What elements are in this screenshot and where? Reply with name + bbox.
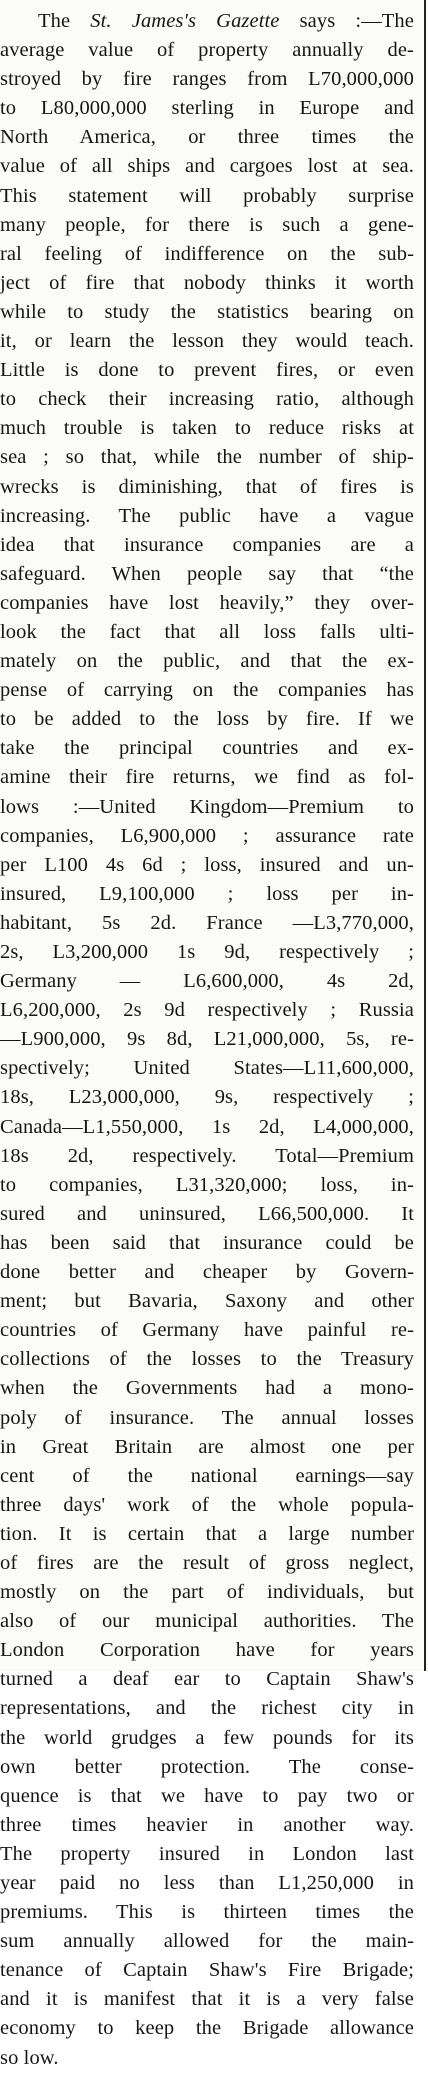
article-line: The property insured in London last [0, 1842, 414, 1865]
article-line: companies have lost heavily,” they over- [0, 591, 414, 614]
line-opening-rest: says :—The [279, 10, 414, 32]
article-line: own better protection. The conse- [0, 1755, 414, 1778]
article-line: amine their fire returns, we find as fol- [0, 766, 414, 789]
article-line: per L100 4s 6d ; loss, insured and un- [0, 853, 414, 876]
article-line: spectively; United States—L11,600,000, [0, 1057, 414, 1080]
article-line: companies, L6,900,000 ; assurance rate [0, 824, 414, 847]
article-line: year paid no less than L1,250,000 in [0, 1872, 414, 1894]
article-line: economy to keep the Brigade allowance [0, 2017, 414, 2040]
article-line: Little is done to prevent fires, or even [0, 359, 414, 382]
article-line: 2s, L3,200,000 1s 9d, respectively ; [0, 941, 414, 963]
article-line: premiums. This is thirteen times the [0, 1901, 414, 1924]
article-line: quence is that we have to pay two or [0, 1784, 414, 1807]
article-line: wrecks is diminishing, that of fires is [0, 475, 414, 498]
article-line: done better and cheaper by Govern- [0, 1261, 414, 1284]
article-line: value of all ships and cargoes lost at sea. [0, 155, 414, 178]
article-line: collections of the losses to the Treasury [0, 1348, 414, 1371]
article-line: much trouble is taken to reduce risks at [0, 417, 414, 440]
article-line: sum annually allowed for the main- [0, 1930, 414, 1953]
article-line: L6,200,000, 2s 9d respectively ; Russia [0, 999, 414, 1022]
article-line: tenance of Captain Shaw's Fire Brigade; [0, 1959, 414, 1982]
article-line: of fires are the result of gross neglect, [0, 1551, 414, 1574]
article-line: ral feeling of indifference on the sub- [0, 242, 414, 265]
article-line: average value of property annually de- [0, 39, 414, 62]
article-line: insured, L9,100,000 ; loss per in- [0, 882, 414, 905]
article-line: 18s, L23,000,000, 9s, respectively ; [0, 1086, 414, 1109]
article-line: habitant, 5s 2d. France —L3,770,000, [0, 911, 414, 934]
article-line: to L80,000,000 sterling in Europe and [0, 97, 414, 120]
article-line: Germany — L6,600,000, 4s 2d, [0, 970, 414, 993]
article-line: the world grudges a few pounds for its [0, 1726, 414, 1749]
article-line: look the fact that all loss falls ulti- [0, 620, 414, 643]
article-line: mately on the public, and that the ex- [0, 650, 414, 673]
article-line: to check their increasing ratio, although [0, 388, 414, 411]
article-line: and it is manifest that it is a very false [0, 1988, 414, 2011]
article-line: tion. It is certain that a large number [0, 1522, 414, 1545]
article-line: safeguard. When people say that “the [0, 562, 414, 585]
article-line: London Corporation have for years [0, 1639, 414, 1662]
article-line: Canada—L1,550,000, 1s 2d, L4,000,000, [0, 1115, 414, 1138]
article-line: mostly on the part of individuals, but [0, 1581, 414, 1604]
article-line [0, 7, 414, 36]
article-line: so low. [0, 2046, 59, 2069]
line-opening: The [38, 10, 91, 32]
column-rule [424, 0, 426, 1671]
article-line: increasing. The public have a vague [0, 504, 414, 527]
article-line: —L900,000, 9s 8d, L21,000,000, 5s, re- [0, 1028, 414, 1051]
article-body [0, 7, 414, 2073]
article-line: while to study the statistics bearing on [0, 300, 414, 323]
article-line: sured and uninsured, L66,500,000. It [0, 1202, 414, 1225]
article-line: representations, and the richest city in [0, 1697, 414, 1720]
article-line: ment; but Bavaria, Saxony and other [0, 1290, 414, 1313]
article-line: has been said that insurance could be [0, 1231, 414, 1254]
article-line: sea ; so that, while the number of ship- [0, 446, 414, 469]
article-line: lows :—United Kingdom—Premium to [0, 795, 414, 818]
article-line: cent of the national earnings—say [0, 1464, 414, 1487]
article-line: in Great Britain are almost one per [0, 1435, 414, 1458]
article-line: also of our municipal authorities. The [0, 1610, 414, 1633]
article-line: take the principal countries and ex- [0, 737, 414, 760]
article-line: This statement will probably surprise [0, 184, 414, 207]
article-line: North America, or three times the [0, 126, 414, 149]
article-line: ject of fire that nobody thinks it worth [0, 271, 414, 294]
newspaper-name: St. James's Gazette [90, 10, 280, 32]
article-line: countries of Germany have painful re- [0, 1319, 414, 1342]
article-line: stroyed by fire ranges from L70,000,000 [0, 68, 414, 91]
article-line: many people, for there is such a gene- [0, 213, 414, 236]
article-line: to be added to the loss by fire. If we [0, 708, 414, 731]
article-line: it, or learn the lesson they would teach. [0, 330, 414, 353]
article-line: poly of insurance. The annual losses [0, 1406, 414, 1429]
article-line: pense of carrying on the companies has [0, 679, 414, 702]
article-line: three times heavier in another way. [0, 1813, 414, 1836]
article-line: to companies, L31,320,000; loss, in- [0, 1173, 414, 1196]
article-line: three days' work of the whole popula- [0, 1493, 414, 1516]
article-line: 18s 2d, respectively. Total—Premium [0, 1144, 414, 1167]
article-line: when the Governments had a mono- [0, 1377, 414, 1400]
article-line: idea that insurance companies are a [0, 533, 414, 556]
article-line: turned a deaf ear to Captain Shaw's [0, 1668, 414, 1691]
